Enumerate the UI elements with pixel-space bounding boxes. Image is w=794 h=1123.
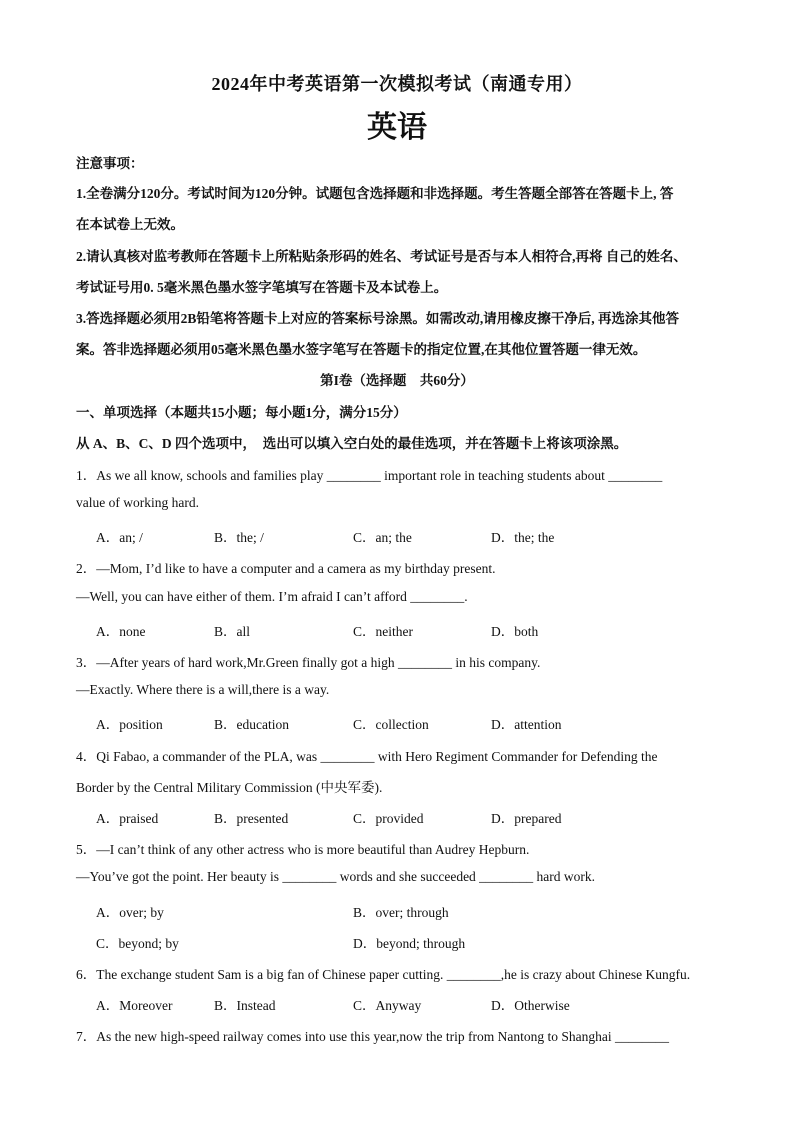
question-5-option-c: C．beyond; by bbox=[96, 936, 179, 951]
question-1-line-2: value of working hard. bbox=[76, 495, 199, 510]
notice-item-3-line-1: 3.答选择题必须用2B铅笔将答题卡上对应的答案标号涂黑。如需改动,请用橡皮擦干净后, 再选涂其他答 bbox=[76, 311, 680, 326]
question-5-option-b: B．over; through bbox=[353, 905, 449, 920]
exam-title: 2024年中考英语第一次模拟考试（南通专用） bbox=[211, 74, 583, 94]
notice-item-1-line-2: 在本试卷上无效。 bbox=[76, 217, 184, 232]
question-2-option-d: D．both bbox=[491, 624, 539, 639]
question-4-option-b: B．presented bbox=[214, 811, 289, 826]
subject-title: 英语 bbox=[367, 111, 427, 144]
question-2-line-2: —Well, you can have either of them. I’m afraid I can’t afford ________. bbox=[76, 589, 468, 604]
question-4-option-c: C．provided bbox=[353, 811, 424, 826]
notice-item-2-line-2: 考试证号用0. 5毫米黑色墨水签字笔填写在答题卡及本试卷上。 bbox=[76, 280, 448, 295]
notice-heading: 注意事项： bbox=[76, 156, 144, 171]
volume-title: 第I卷（选择题 共60分） bbox=[320, 373, 474, 388]
question-4-option-d: D．prepared bbox=[491, 811, 562, 826]
question-1-line-1: 1．As we all know, schools and families play ________ important role in teaching students about ________ bbox=[76, 468, 663, 483]
question-6-option-b: B．Instead bbox=[214, 998, 276, 1013]
question-1-option-d: D．the; the bbox=[491, 530, 555, 545]
question-7-line-1: 7．As the new high-speed railway comes into use this year,now the trip from Nantong to Shanghai ________ bbox=[76, 1029, 669, 1044]
question-3-option-c: C．collection bbox=[353, 717, 429, 732]
question-1-option-a: A．an; / bbox=[96, 530, 143, 545]
question-2-line-1: 2．—Mom, I’d like to have a computer and a camera as my birthday present. bbox=[76, 561, 496, 576]
question-3-option-b: B．education bbox=[214, 717, 289, 732]
question-6-line-1: 6．The exchange student Sam is a big fan of Chinese paper cutting. ________,he is crazy about Chinese Kungfu. bbox=[76, 967, 691, 982]
question-3-line-2: —Exactly. Where there is a will,there is a way. bbox=[76, 682, 330, 697]
notice-item-2-line-1: 2.请认真核对监考教师在答题卡上所粘贴条形码的姓名、考试证号是否与本人相符合,再将 自己的姓名、 bbox=[76, 249, 687, 264]
part-instruction: 从 A、B、C、D 四个选项中， 选出可以填入空白处的最佳选项，并在答题卡上将该项涂黑。 bbox=[76, 436, 628, 451]
notice-item-3-line-2: 案。答非选择题必须用05毫米黑色墨水签字笔写在答题卡的指定位置,在其他位置答题一律无效。 bbox=[76, 342, 647, 357]
notice-item-1-line-1: 1.全卷满分120分。考试时间为120分钟。试题包含选择题和非选择题。考生答题全部答在答题卡上, 答 bbox=[76, 186, 674, 201]
question-1-option-b: B．the; / bbox=[214, 530, 264, 545]
question-5-option-d: D．beyond; through bbox=[353, 936, 466, 951]
question-5-option-a: A．over; by bbox=[96, 905, 164, 920]
question-4-option-a: A．praised bbox=[96, 811, 159, 826]
question-3-option-d: D．attention bbox=[491, 717, 562, 732]
question-2-option-b: B．all bbox=[214, 624, 250, 639]
question-3-option-a: A．position bbox=[96, 717, 163, 732]
question-2-option-c: C．neither bbox=[353, 624, 413, 639]
question-5-line-1: 5．—I can’t think of any other actress who is more beautiful than Audrey Hepburn. bbox=[76, 842, 530, 857]
question-1-option-c: C．an; the bbox=[353, 530, 412, 545]
question-5-line-2: —You’ve got the point. Her beauty is ________ words and she succeeded ________ hard work. bbox=[76, 869, 596, 884]
question-4-line-2: Border by the Central Military Commission (中央军委). bbox=[76, 780, 383, 795]
question-6-option-a: A．Moreover bbox=[96, 998, 173, 1013]
question-4-line-1: 4．Qi Fabao, a commander of the PLA, was ________ with Hero Regiment Commander for Defending the bbox=[76, 749, 658, 764]
part-title: 一、单项选择（本题共15小题；每小题1分，满分15分） bbox=[76, 405, 407, 420]
question-3-line-1: 3．—After years of hard work,Mr.Green finally got a high ________ in his company. bbox=[76, 655, 541, 670]
question-2-option-a: A．none bbox=[96, 624, 146, 639]
question-6-option-c: C．Anyway bbox=[353, 998, 422, 1013]
question-6-option-d: D．Otherwise bbox=[491, 998, 570, 1013]
